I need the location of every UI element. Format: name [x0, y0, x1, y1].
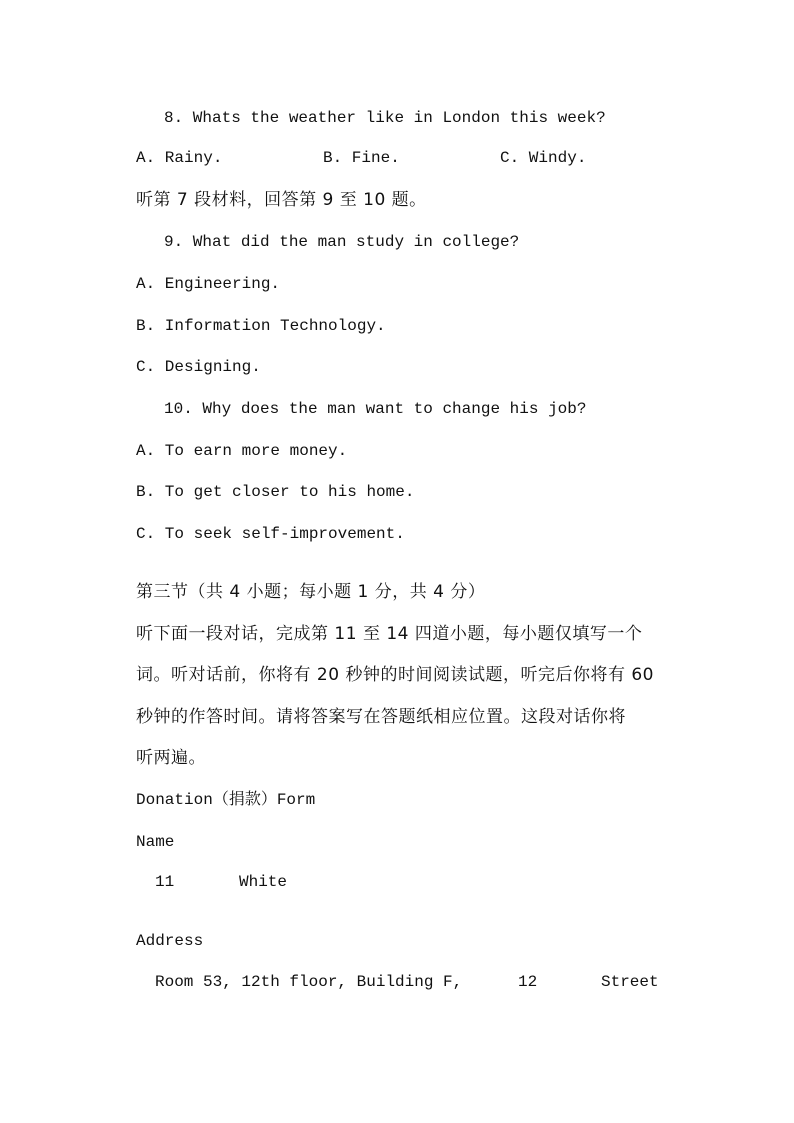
- q9-option-c: C. Designing.: [136, 358, 261, 376]
- form-name-value: White: [239, 873, 288, 891]
- question-9: 9. What did the man study in college?: [164, 233, 520, 251]
- q9-option-a: A. Engineering.: [136, 275, 281, 293]
- blank-11-number: 11: [155, 873, 175, 891]
- form-title: Donation（捐款）Form: [136, 791, 316, 809]
- question-10: 10. Why does the man want to change his job?: [164, 400, 587, 418]
- question-8: 8. Whats the weather like in London this week?: [164, 109, 606, 127]
- form-name-label: Name: [136, 833, 175, 851]
- form-address-suffix: Street: [601, 973, 659, 991]
- part-3-instruction-line-2: 词。听对话前，你将有 20 秒钟的时间阅读试题，听完后你将有 60: [136, 665, 654, 685]
- part-3-instruction-line-3: 秒钟的作答时间。请将答案写在答题纸相应位置。这段对话你将: [136, 707, 626, 727]
- form-address-prefix: Room 53, 12th floor, Building F,: [155, 973, 463, 991]
- q10-option-b: B. To get closer to his home.: [136, 483, 415, 501]
- q8-option-b: B. Fine.: [323, 149, 400, 167]
- part-3-heading: 第三节（共 4 小题；每小题 1 分，共 4 分）: [136, 582, 486, 602]
- form-address-label: Address: [136, 932, 204, 950]
- part-3-instruction-line-4: 听两遍。: [136, 748, 206, 768]
- q8-option-c: C. Windy.: [500, 149, 587, 167]
- q8-option-a: A. Rainy.: [136, 149, 223, 167]
- part-3-instruction-line-1: 听下面一段对话，完成第 11 至 14 四道小题，每小题仅填写一个: [136, 624, 643, 644]
- section-7-instruction: 听第 7 段材料，回答第 9 至 10 题。: [136, 190, 427, 210]
- q10-option-c: C. To seek self-improvement.: [136, 525, 405, 543]
- q10-option-a: A. To earn more money.: [136, 442, 348, 460]
- blank-12-number: 12: [518, 973, 538, 991]
- q9-option-b: B. Information Technology.: [136, 317, 386, 335]
